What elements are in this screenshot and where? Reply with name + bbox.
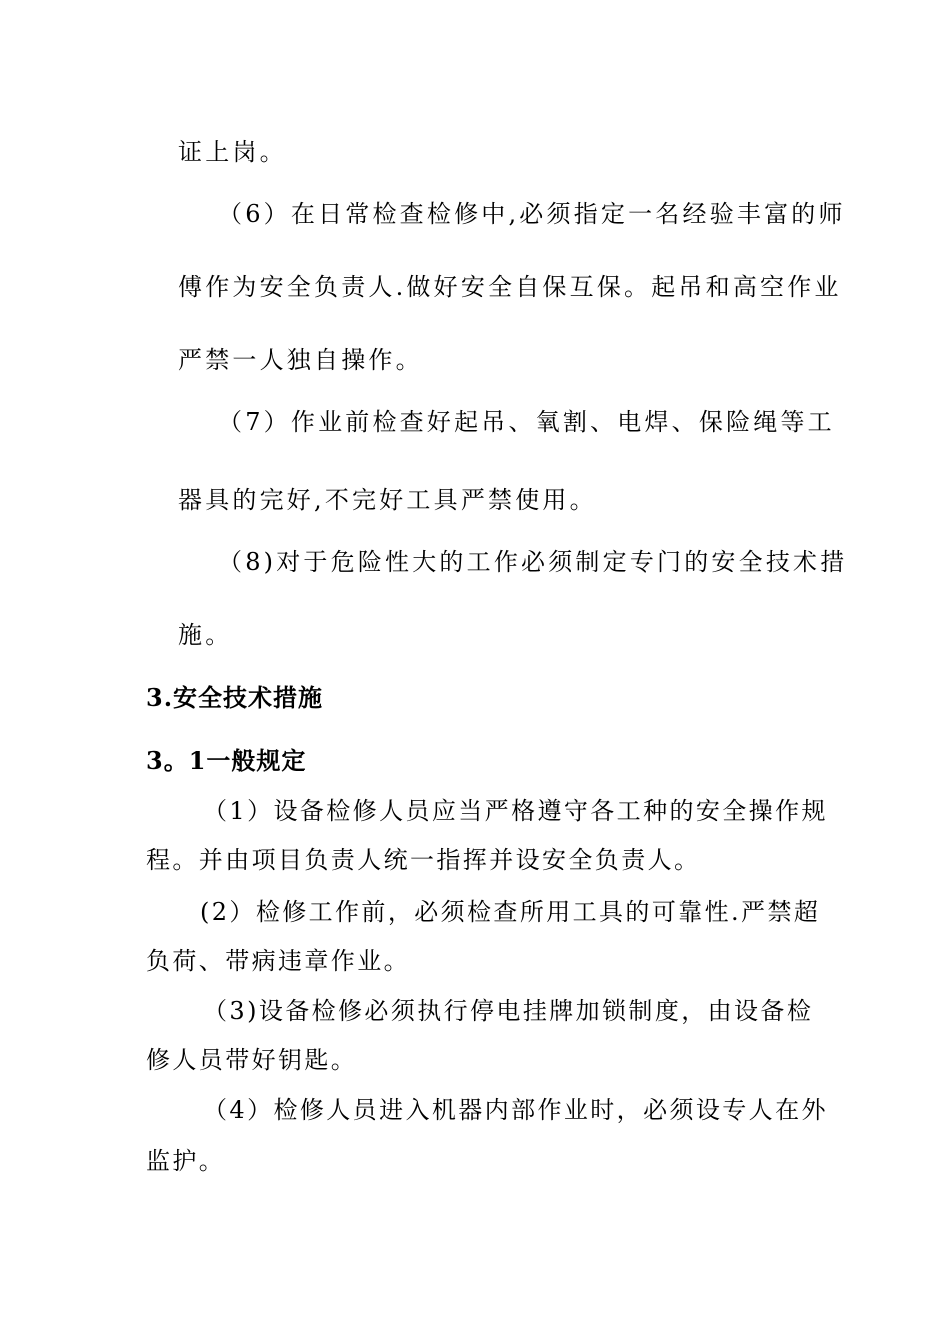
paragraph-line: 器具的完好,不完好工具严禁使用。	[178, 486, 597, 514]
subsection-title: 3。1一般规定	[146, 746, 307, 775]
paragraph-line: （7）作业前检查好起吊、氧割、电焊、保险绳等工	[218, 408, 835, 436]
paragraph-line: （1）设备检修人员应当严格遵守各工种的安全操作规	[203, 797, 828, 825]
paragraph-line: (2）检修工作前，必须检查所用工具的可靠性.严禁超	[200, 898, 821, 926]
paragraph-line: 施。	[178, 621, 233, 649]
paragraph-line: （4）检修人员进入机器内部作业时，必须设专人在外	[203, 1096, 828, 1124]
paragraph-line: 负荷、带病违章作业。	[146, 947, 410, 975]
paragraph-line: 证上岗。	[178, 138, 287, 166]
paragraph-line: （3)设备检修必须执行停电挂牌加锁制度，由设备检	[203, 997, 814, 1025]
section-title: 3.安全技术措施	[146, 683, 324, 712]
paragraph-line: 傅作为安全负责人.做好安全自保互保。起吊和高空作业	[178, 273, 842, 301]
paragraph-line: （6）在日常检查检修中,必须指定一名经验丰富的师	[218, 200, 846, 228]
paragraph-line: （8)对于危险性大的工作必须制定专门的安全技术措	[218, 548, 848, 576]
paragraph-line: 修人员带好钥匙。	[146, 1046, 358, 1074]
paragraph-line: 监护。	[146, 1147, 226, 1175]
paragraph-line: 严禁一人独自操作。	[178, 346, 423, 374]
paragraph-line: 程。并由项目负责人统一指挥并设安全负责人。	[146, 846, 701, 874]
